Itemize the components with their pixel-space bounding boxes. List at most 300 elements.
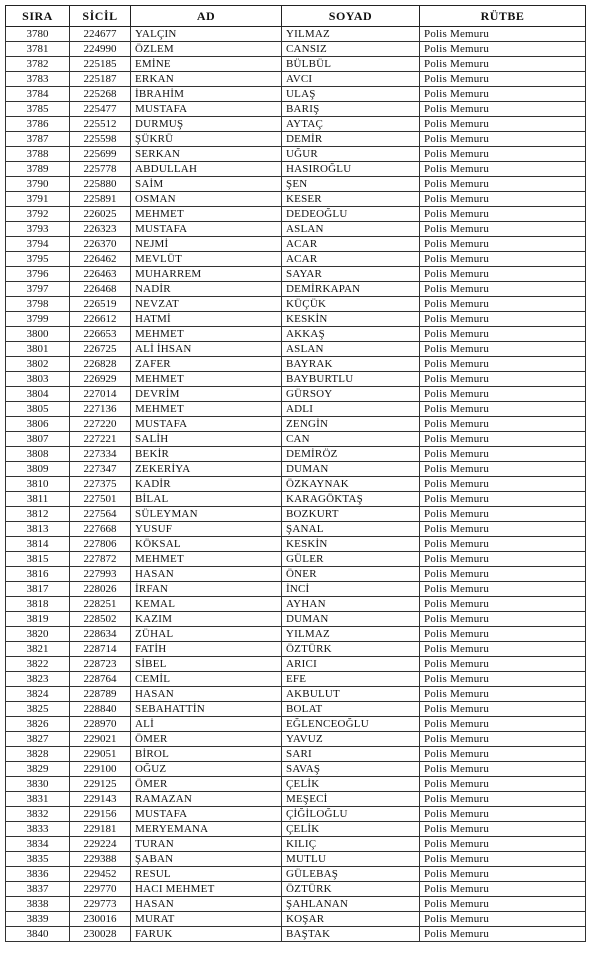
cell-rutbe: Polis Memuru xyxy=(420,567,586,582)
cell-sira: 3796 xyxy=(6,267,70,282)
cell-sira: 3806 xyxy=(6,417,70,432)
cell-sira: 3793 xyxy=(6,222,70,237)
cell-ad: ABDULLAH xyxy=(131,162,282,177)
cell-sira: 3830 xyxy=(6,777,70,792)
table-row xyxy=(6,882,586,897)
cell-sicil: 226828 xyxy=(70,357,131,372)
cell-ad: İRFAN xyxy=(131,582,282,597)
table-row xyxy=(6,582,586,597)
table-row xyxy=(6,672,586,687)
cell-ad: BİROL xyxy=(131,747,282,762)
cell-rutbe: Polis Memuru xyxy=(420,537,586,552)
cell-soyad: YILMAZ xyxy=(282,627,420,642)
cell-ad: HATMİ xyxy=(131,312,282,327)
cell-sicil: 226468 xyxy=(70,282,131,297)
cell-ad: ZEKERİYA xyxy=(131,462,282,477)
cell-ad: MERYEMANA xyxy=(131,822,282,837)
cell-soyad: AKBULUT xyxy=(282,687,420,702)
cell-sira: 3801 xyxy=(6,342,70,357)
cell-rutbe: Polis Memuru xyxy=(420,477,586,492)
cell-rutbe: Polis Memuru xyxy=(420,357,586,372)
cell-soyad: ŞAHLANAN xyxy=(282,897,420,912)
cell-sicil: 229773 xyxy=(70,897,131,912)
cell-rutbe: Polis Memuru xyxy=(420,702,586,717)
header-soyad: SOYAD xyxy=(282,6,420,27)
cell-rutbe: Polis Memuru xyxy=(420,687,586,702)
cell-sira: 3836 xyxy=(6,867,70,882)
cell-sicil: 226519 xyxy=(70,297,131,312)
cell-rutbe: Polis Memuru xyxy=(420,117,586,132)
cell-sicil: 227872 xyxy=(70,552,131,567)
cell-soyad: AYHAN xyxy=(282,597,420,612)
cell-sira: 3788 xyxy=(6,147,70,162)
cell-rutbe: Polis Memuru xyxy=(420,447,586,462)
cell-soyad: ÖZTÜRK xyxy=(282,882,420,897)
cell-sira: 3797 xyxy=(6,282,70,297)
cell-ad: İBRAHİM xyxy=(131,87,282,102)
table-row xyxy=(6,117,586,132)
cell-sira: 3833 xyxy=(6,822,70,837)
cell-rutbe: Polis Memuru xyxy=(420,462,586,477)
cell-ad: HASAN xyxy=(131,687,282,702)
cell-sicil: 227221 xyxy=(70,432,131,447)
cell-sicil: 227501 xyxy=(70,492,131,507)
cell-ad: MUHARREM xyxy=(131,267,282,282)
cell-rutbe: Polis Memuru xyxy=(420,762,586,777)
cell-soyad: SAYAR xyxy=(282,267,420,282)
cell-sira: 3818 xyxy=(6,597,70,612)
roster-sheet xyxy=(5,5,585,942)
cell-rutbe: Polis Memuru xyxy=(420,597,586,612)
cell-rutbe: Polis Memuru xyxy=(420,912,586,927)
cell-ad: ZÜHAL xyxy=(131,627,282,642)
cell-ad: YUSUF xyxy=(131,522,282,537)
cell-rutbe: Polis Memuru xyxy=(420,867,586,882)
cell-ad: DURMUŞ xyxy=(131,117,282,132)
cell-ad: FATİH xyxy=(131,642,282,657)
cell-soyad: ÇELİK xyxy=(282,777,420,792)
cell-soyad: ŞEN xyxy=(282,177,420,192)
cell-sira: 3814 xyxy=(6,537,70,552)
table-row xyxy=(6,282,586,297)
cell-soyad: BAŞTAK xyxy=(282,927,420,942)
cell-sicil: 228764 xyxy=(70,672,131,687)
cell-sicil: 227220 xyxy=(70,417,131,432)
table-body xyxy=(6,27,586,942)
table-row xyxy=(6,612,586,627)
cell-soyad: DUMAN xyxy=(282,612,420,627)
cell-sicil: 227993 xyxy=(70,567,131,582)
cell-rutbe: Polis Memuru xyxy=(420,162,586,177)
table-row xyxy=(6,387,586,402)
table-row xyxy=(6,747,586,762)
cell-sicil: 227806 xyxy=(70,537,131,552)
cell-soyad: AKKAŞ xyxy=(282,327,420,342)
cell-sicil: 228714 xyxy=(70,642,131,657)
cell-rutbe: Polis Memuru xyxy=(420,612,586,627)
cell-ad: SAİM xyxy=(131,177,282,192)
table-row xyxy=(6,927,586,942)
table-row xyxy=(6,267,586,282)
cell-sicil: 225880 xyxy=(70,177,131,192)
cell-sicil: 227347 xyxy=(70,462,131,477)
cell-sicil: 226463 xyxy=(70,267,131,282)
cell-soyad: KILIÇ xyxy=(282,837,420,852)
table-row xyxy=(6,72,586,87)
cell-sicil: 224990 xyxy=(70,42,131,57)
cell-soyad: YAVUZ xyxy=(282,732,420,747)
cell-sira: 3823 xyxy=(6,672,70,687)
cell-sicil: 227375 xyxy=(70,477,131,492)
cell-soyad: ASLAN xyxy=(282,222,420,237)
cell-sicil: 225891 xyxy=(70,192,131,207)
table-row xyxy=(6,897,586,912)
header-rutbe: RÜTBE xyxy=(420,6,586,27)
cell-sira: 3835 xyxy=(6,852,70,867)
cell-sira: 3798 xyxy=(6,297,70,312)
cell-ad: ÖZLEM xyxy=(131,42,282,57)
header-sicil: SİCİL xyxy=(70,6,131,27)
cell-rutbe: Polis Memuru xyxy=(420,327,586,342)
cell-ad: KEMAL xyxy=(131,597,282,612)
cell-rutbe: Polis Memuru xyxy=(420,747,586,762)
cell-ad: KAZIM xyxy=(131,612,282,627)
cell-soyad: CANSIZ xyxy=(282,42,420,57)
cell-sira: 3792 xyxy=(6,207,70,222)
table-row xyxy=(6,42,586,57)
cell-ad: KÖKSAL xyxy=(131,537,282,552)
cell-rutbe: Polis Memuru xyxy=(420,42,586,57)
cell-soyad: KESER xyxy=(282,192,420,207)
cell-sira: 3805 xyxy=(6,402,70,417)
cell-sicil: 227564 xyxy=(70,507,131,522)
cell-sira: 3813 xyxy=(6,522,70,537)
cell-sira: 3794 xyxy=(6,237,70,252)
cell-sicil: 226462 xyxy=(70,252,131,267)
header-row xyxy=(6,6,586,27)
cell-sira: 3780 xyxy=(6,27,70,42)
cell-ad: BİLAL xyxy=(131,492,282,507)
cell-sicil: 225598 xyxy=(70,132,131,147)
cell-sira: 3782 xyxy=(6,57,70,72)
cell-soyad: ULAŞ xyxy=(282,87,420,102)
cell-soyad: GÜLER xyxy=(282,552,420,567)
cell-rutbe: Polis Memuru xyxy=(420,237,586,252)
cell-soyad: DEMİRKAPAN xyxy=(282,282,420,297)
cell-rutbe: Polis Memuru xyxy=(420,432,586,447)
cell-sira: 3825 xyxy=(6,702,70,717)
cell-sicil: 226323 xyxy=(70,222,131,237)
cell-ad: EMİNE xyxy=(131,57,282,72)
cell-ad: MEHMET xyxy=(131,552,282,567)
cell-sicil: 230028 xyxy=(70,927,131,942)
cell-sicil: 226370 xyxy=(70,237,131,252)
cell-ad: SÜLEYMAN xyxy=(131,507,282,522)
cell-rutbe: Polis Memuru xyxy=(420,627,586,642)
table-row xyxy=(6,822,586,837)
cell-ad: RAMAZAN xyxy=(131,792,282,807)
cell-sira: 3784 xyxy=(6,87,70,102)
cell-ad: HASAN xyxy=(131,897,282,912)
table-row xyxy=(6,597,586,612)
cell-soyad: BÜLBÜL xyxy=(282,57,420,72)
cell-soyad: ARICI xyxy=(282,657,420,672)
table-row xyxy=(6,762,586,777)
cell-ad: MURAT xyxy=(131,912,282,927)
cell-sicil: 229452 xyxy=(70,867,131,882)
cell-ad: ÖMER xyxy=(131,732,282,747)
cell-sira: 3839 xyxy=(6,912,70,927)
cell-ad: NEJMİ xyxy=(131,237,282,252)
cell-sicil: 226612 xyxy=(70,312,131,327)
cell-soyad: ASLAN xyxy=(282,342,420,357)
cell-rutbe: Polis Memuru xyxy=(420,207,586,222)
cell-sicil: 225268 xyxy=(70,87,131,102)
cell-sira: 3832 xyxy=(6,807,70,822)
cell-rutbe: Polis Memuru xyxy=(420,267,586,282)
cell-sira: 3829 xyxy=(6,762,70,777)
cell-sicil: 225699 xyxy=(70,147,131,162)
cell-rutbe: Polis Memuru xyxy=(420,57,586,72)
cell-sira: 3811 xyxy=(6,492,70,507)
table-row xyxy=(6,567,586,582)
cell-sicil: 227668 xyxy=(70,522,131,537)
cell-ad: DEVRİM xyxy=(131,387,282,402)
cell-ad: ALİ İHSAN xyxy=(131,342,282,357)
table-header xyxy=(6,6,586,27)
cell-sira: 3812 xyxy=(6,507,70,522)
cell-soyad: BOZKURT xyxy=(282,507,420,522)
cell-sicil: 229770 xyxy=(70,882,131,897)
cell-sicil: 228970 xyxy=(70,717,131,732)
cell-soyad: SAVAŞ xyxy=(282,762,420,777)
cell-ad: NADİR xyxy=(131,282,282,297)
table-row xyxy=(6,372,586,387)
table-row xyxy=(6,177,586,192)
cell-rutbe: Polis Memuru xyxy=(420,387,586,402)
cell-rutbe: Polis Memuru xyxy=(420,222,586,237)
cell-rutbe: Polis Memuru xyxy=(420,792,586,807)
cell-sira: 3822 xyxy=(6,657,70,672)
cell-soyad: UĞUR xyxy=(282,147,420,162)
cell-rutbe: Polis Memuru xyxy=(420,282,586,297)
table-row xyxy=(6,417,586,432)
cell-sira: 3827 xyxy=(6,732,70,747)
cell-sicil: 229051 xyxy=(70,747,131,762)
table-row xyxy=(6,687,586,702)
table-row xyxy=(6,132,586,147)
cell-ad: CEMİL xyxy=(131,672,282,687)
cell-ad: SİBEL xyxy=(131,657,282,672)
table-row xyxy=(6,642,586,657)
cell-sira: 3786 xyxy=(6,117,70,132)
cell-sicil: 226653 xyxy=(70,327,131,342)
cell-rutbe: Polis Memuru xyxy=(420,807,586,822)
cell-soyad: SARI xyxy=(282,747,420,762)
cell-soyad: İNCİ xyxy=(282,582,420,597)
cell-rutbe: Polis Memuru xyxy=(420,642,586,657)
cell-rutbe: Polis Memuru xyxy=(420,822,586,837)
cell-soyad: ADLI xyxy=(282,402,420,417)
cell-ad: MEHMET xyxy=(131,402,282,417)
cell-soyad: MEŞECİ xyxy=(282,792,420,807)
cell-rutbe: Polis Memuru xyxy=(420,882,586,897)
cell-ad: ŞABAN xyxy=(131,852,282,867)
cell-soyad: GÜLEBAŞ xyxy=(282,867,420,882)
table-row xyxy=(6,477,586,492)
cell-sira: 3783 xyxy=(6,72,70,87)
cell-soyad: ACAR xyxy=(282,252,420,267)
cell-sicil: 229021 xyxy=(70,732,131,747)
cell-ad: SALİH xyxy=(131,432,282,447)
cell-soyad: ÇELİK xyxy=(282,822,420,837)
cell-sira: 3817 xyxy=(6,582,70,597)
cell-sira: 3816 xyxy=(6,567,70,582)
cell-soyad: KOŞAR xyxy=(282,912,420,927)
cell-sicil: 226725 xyxy=(70,342,131,357)
cell-sicil: 228634 xyxy=(70,627,131,642)
cell-rutbe: Polis Memuru xyxy=(420,252,586,267)
cell-soyad: CAN xyxy=(282,432,420,447)
cell-ad: RESUL xyxy=(131,867,282,882)
cell-sira: 3791 xyxy=(6,192,70,207)
cell-ad: SERKAN xyxy=(131,147,282,162)
cell-sicil: 228026 xyxy=(70,582,131,597)
cell-ad: BEKİR xyxy=(131,447,282,462)
header-ad: AD xyxy=(131,6,282,27)
header-sira: SIRA xyxy=(6,6,70,27)
cell-sira: 3826 xyxy=(6,717,70,732)
cell-rutbe: Polis Memuru xyxy=(420,342,586,357)
table-row xyxy=(6,252,586,267)
cell-soyad: ZENGİN xyxy=(282,417,420,432)
cell-rutbe: Polis Memuru xyxy=(420,102,586,117)
cell-rutbe: Polis Memuru xyxy=(420,897,586,912)
cell-ad: ÖMER xyxy=(131,777,282,792)
table-row xyxy=(6,297,586,312)
table-row xyxy=(6,207,586,222)
cell-sicil: 229181 xyxy=(70,822,131,837)
cell-sicil: 228502 xyxy=(70,612,131,627)
cell-rutbe: Polis Memuru xyxy=(420,192,586,207)
cell-sicil: 225187 xyxy=(70,72,131,87)
cell-rutbe: Polis Memuru xyxy=(420,522,586,537)
cell-ad: SEBAHATTİN xyxy=(131,702,282,717)
cell-ad: MEHMET xyxy=(131,327,282,342)
cell-soyad: ÖZKAYNAK xyxy=(282,477,420,492)
cell-ad: HASAN xyxy=(131,567,282,582)
cell-sicil: 230016 xyxy=(70,912,131,927)
cell-soyad: AVCI xyxy=(282,72,420,87)
table-row xyxy=(6,342,586,357)
cell-sicil: 226929 xyxy=(70,372,131,387)
cell-sira: 3809 xyxy=(6,462,70,477)
cell-rutbe: Polis Memuru xyxy=(420,402,586,417)
table-row xyxy=(6,852,586,867)
cell-soyad: MUTLU xyxy=(282,852,420,867)
table-row xyxy=(6,327,586,342)
cell-soyad: ÖNER xyxy=(282,567,420,582)
table-row xyxy=(6,312,586,327)
table-row xyxy=(6,147,586,162)
cell-sira: 3800 xyxy=(6,327,70,342)
cell-sira: 3781 xyxy=(6,42,70,57)
cell-sira: 3795 xyxy=(6,252,70,267)
cell-sicil: 229156 xyxy=(70,807,131,822)
cell-soyad: ÇİĞİLOĞLU xyxy=(282,807,420,822)
table-row xyxy=(6,462,586,477)
cell-rutbe: Polis Memuru xyxy=(420,297,586,312)
cell-soyad: AYTAÇ xyxy=(282,117,420,132)
table-row xyxy=(6,627,586,642)
table-row xyxy=(6,57,586,72)
cell-ad: KADİR xyxy=(131,477,282,492)
cell-ad: MUSTAFA xyxy=(131,807,282,822)
cell-rutbe: Polis Memuru xyxy=(420,657,586,672)
cell-rutbe: Polis Memuru xyxy=(420,72,586,87)
cell-ad: FARUK xyxy=(131,927,282,942)
cell-sicil: 228789 xyxy=(70,687,131,702)
cell-sira: 3787 xyxy=(6,132,70,147)
cell-soyad: GÜRSOY xyxy=(282,387,420,402)
cell-ad: OĞUZ xyxy=(131,762,282,777)
cell-ad: HACI MEHMET xyxy=(131,882,282,897)
cell-rutbe: Polis Memuru xyxy=(420,492,586,507)
table-row xyxy=(6,27,586,42)
cell-rutbe: Polis Memuru xyxy=(420,672,586,687)
cell-soyad: KESKİN xyxy=(282,537,420,552)
cell-soyad: ÖZTÜRK xyxy=(282,642,420,657)
cell-sicil: 228840 xyxy=(70,702,131,717)
cell-soyad: DEDEOĞLU xyxy=(282,207,420,222)
cell-sira: 3820 xyxy=(6,627,70,642)
cell-ad: NEVZAT xyxy=(131,297,282,312)
cell-sicil: 229143 xyxy=(70,792,131,807)
cell-sicil: 229125 xyxy=(70,777,131,792)
table-row xyxy=(6,807,586,822)
cell-soyad: ACAR xyxy=(282,237,420,252)
cell-ad: ERKAN xyxy=(131,72,282,87)
cell-sira: 3831 xyxy=(6,792,70,807)
cell-soyad: DEMİR xyxy=(282,132,420,147)
cell-sicil: 228251 xyxy=(70,597,131,612)
table-row xyxy=(6,192,586,207)
cell-sira: 3807 xyxy=(6,432,70,447)
table-row xyxy=(6,402,586,417)
cell-rutbe: Polis Memuru xyxy=(420,87,586,102)
cell-soyad: KARAGÖKTAŞ xyxy=(282,492,420,507)
cell-sira: 3803 xyxy=(6,372,70,387)
cell-rutbe: Polis Memuru xyxy=(420,507,586,522)
cell-soyad: HASIROĞLU xyxy=(282,162,420,177)
table-row xyxy=(6,732,586,747)
cell-soyad: YILMAZ xyxy=(282,27,420,42)
cell-ad: TURAN xyxy=(131,837,282,852)
cell-ad: ŞÜKRÜ xyxy=(131,132,282,147)
cell-rutbe: Polis Memuru xyxy=(420,582,586,597)
cell-sicil: 229224 xyxy=(70,837,131,852)
cell-sira: 3815 xyxy=(6,552,70,567)
cell-sicil: 227136 xyxy=(70,402,131,417)
cell-sicil: 227334 xyxy=(70,447,131,462)
table-row xyxy=(6,447,586,462)
cell-sira: 3824 xyxy=(6,687,70,702)
table-row xyxy=(6,777,586,792)
cell-sira: 3834 xyxy=(6,837,70,852)
table-row xyxy=(6,912,586,927)
cell-sicil: 225778 xyxy=(70,162,131,177)
cell-sicil: 228723 xyxy=(70,657,131,672)
